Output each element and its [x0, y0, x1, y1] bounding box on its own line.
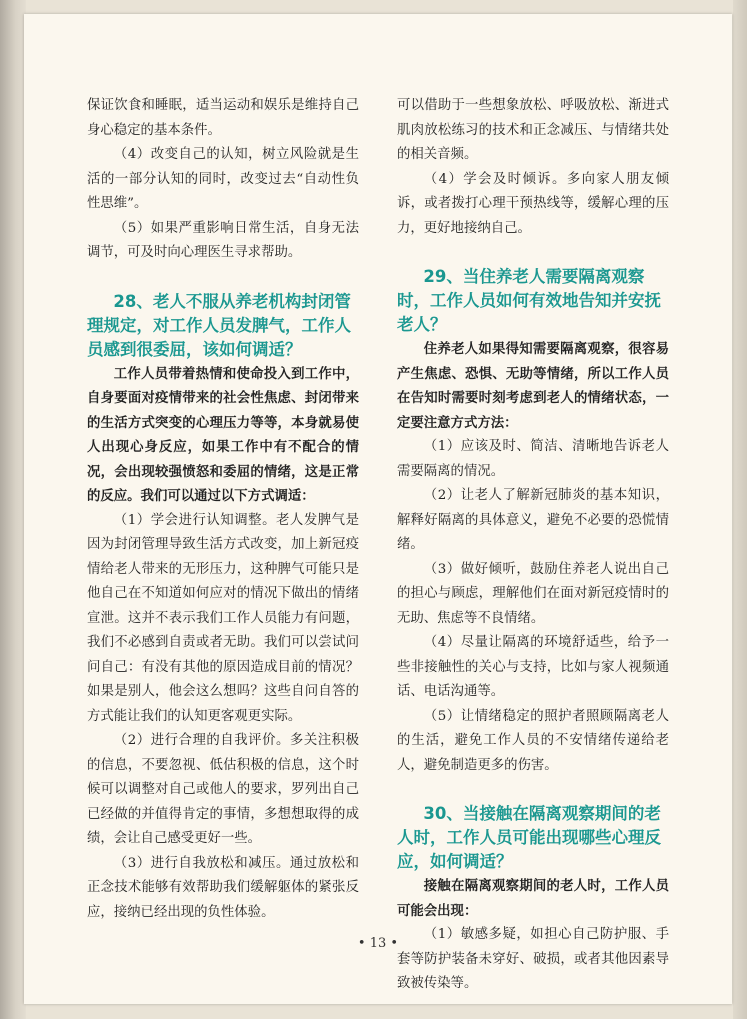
paragraph: （5）如果严重影响日常生活，自身无法调节，可及时向心理医生寻求帮助。	[87, 220, 359, 260]
list-item: （3）进行自我放松和减压。通过放松和正念技术能够有效帮助我们缓解躯体的紧张反应，接纳已经出现的负性体验。	[87, 855, 359, 920]
list-item: （1）应该及时、简洁、清晰地告诉老人需要隔离的情况。	[397, 439, 669, 479]
list-item: （4）尽量让隔离的环境舒适些，给予一些非接触性的关心与支持，比如与家人视频通话、电话沟通等。	[397, 635, 669, 699]
paragraph: （4）改变自己的认知，树立风险就是生活的一部分认知的同时，改变过去“自动性负性思维”。	[87, 147, 359, 211]
left-column	[87, 94, 359, 925]
list-item: （1）学会进行认知调整。老人发脾气是因为封闭管理导致生活方式改变，加上新冠疫情给老人带来的无形压力，这种脾气可能只是他自己在不知道如何应对的情况下做出的情绪宣泄。这并不表示我们工作人员能力有问题，我们不必感到自责或者无助。我们可以尝试问问自己：有没有其他的原因造成目前的情况？如果是别人，他会这么想吗？这些自问自答的方式能让我们的认知更客观更实际。	[87, 512, 359, 724]
spacer	[397, 778, 669, 802]
paragraph: （4）学会及时倾诉。多向家人朋友倾诉，或者拨打心理干预热线等，缓解心理的压力，更好地接纳自己。	[397, 171, 669, 236]
section-heading-29: 29、当住养老人需要隔离观察时，工作人员如何有效地告知并安抚老人？	[397, 267, 661, 334]
page-edge	[733, 0, 747, 1019]
page-gutter-shadow	[0, 0, 26, 1019]
paragraph: 可以借助于一些想象放松、呼吸放松、渐进式肌肉放松练习的技术和正念减压、与情绪共处的相关音频。	[397, 98, 669, 162]
section-lead: 接触在隔离观察期间的老人时，工作人员可能会出现：	[397, 878, 669, 919]
right-column	[397, 94, 669, 997]
list-item: （2）让老人了解新冠肺炎的基本知识，解释好隔离的具体意义，避免不必要的恐慌情绪。	[397, 488, 669, 552]
section-heading-30: 30、当接触在隔离观察期间的老人时，工作人员可能出现哪些心理反应，如何调适？	[397, 804, 661, 871]
spacer	[87, 266, 359, 290]
list-item: （1）敏感多疑，如担心自己防护服、手套等防护装备未穿好、破损，或者其他因素导致被传染等。	[397, 927, 669, 991]
spacer	[397, 241, 669, 265]
page-number: • 13 •	[357, 936, 399, 951]
list-item: （5）让情绪稳定的照护者照顾隔离老人的生活，避免工作人员的不安情绪传递给老人，避免制造更多的伤害。	[397, 708, 669, 773]
section-lead: 工作人员带着热情和使命投入到工作中，自身要面对疫情带来的社会性焦虑、封闭带来的生活方式突变的心理压力等等，本身就易使人出现心身反应，如果工作中有不配合的情况，会出现较强愤怒和委屈的情绪，这是正常的反应。我们可以通过以下方式调适：	[87, 365, 359, 504]
list-item: （2）进行合理的自我评价。多关注积极的信息，不要忽视、低估积极的信息，这个时候可以调整对自己或他人的要求，罗列出自己已经做的并值得肯定的事情，多想想取得的成绩，会让自己感受更好一些。	[87, 733, 359, 846]
list-item: （3）做好倾听，鼓励住养老人说出自己的担心与顾虑，理解他们在面对新冠疫情时的无助、焦虑等不良情绪。	[397, 561, 669, 626]
section-lead: 住养老人如果得知需要隔离观察，很容易产生焦虑、恐惧、无助等情绪，所以工作人员在告知时需要时刻考虑到老人的情绪状态，一定要注意方式方法：	[397, 341, 669, 431]
section-heading-28: 28、老人不服从养老机构封闭管理规定，对工作人员发脾气，工作人员感到很委屈，该如何调适？	[87, 291, 351, 359]
paragraph: 保证饮食和睡眠，适当运动和娱乐是维持自己身心稳定的基本条件。	[87, 98, 359, 138]
book-page	[24, 14, 732, 1004]
